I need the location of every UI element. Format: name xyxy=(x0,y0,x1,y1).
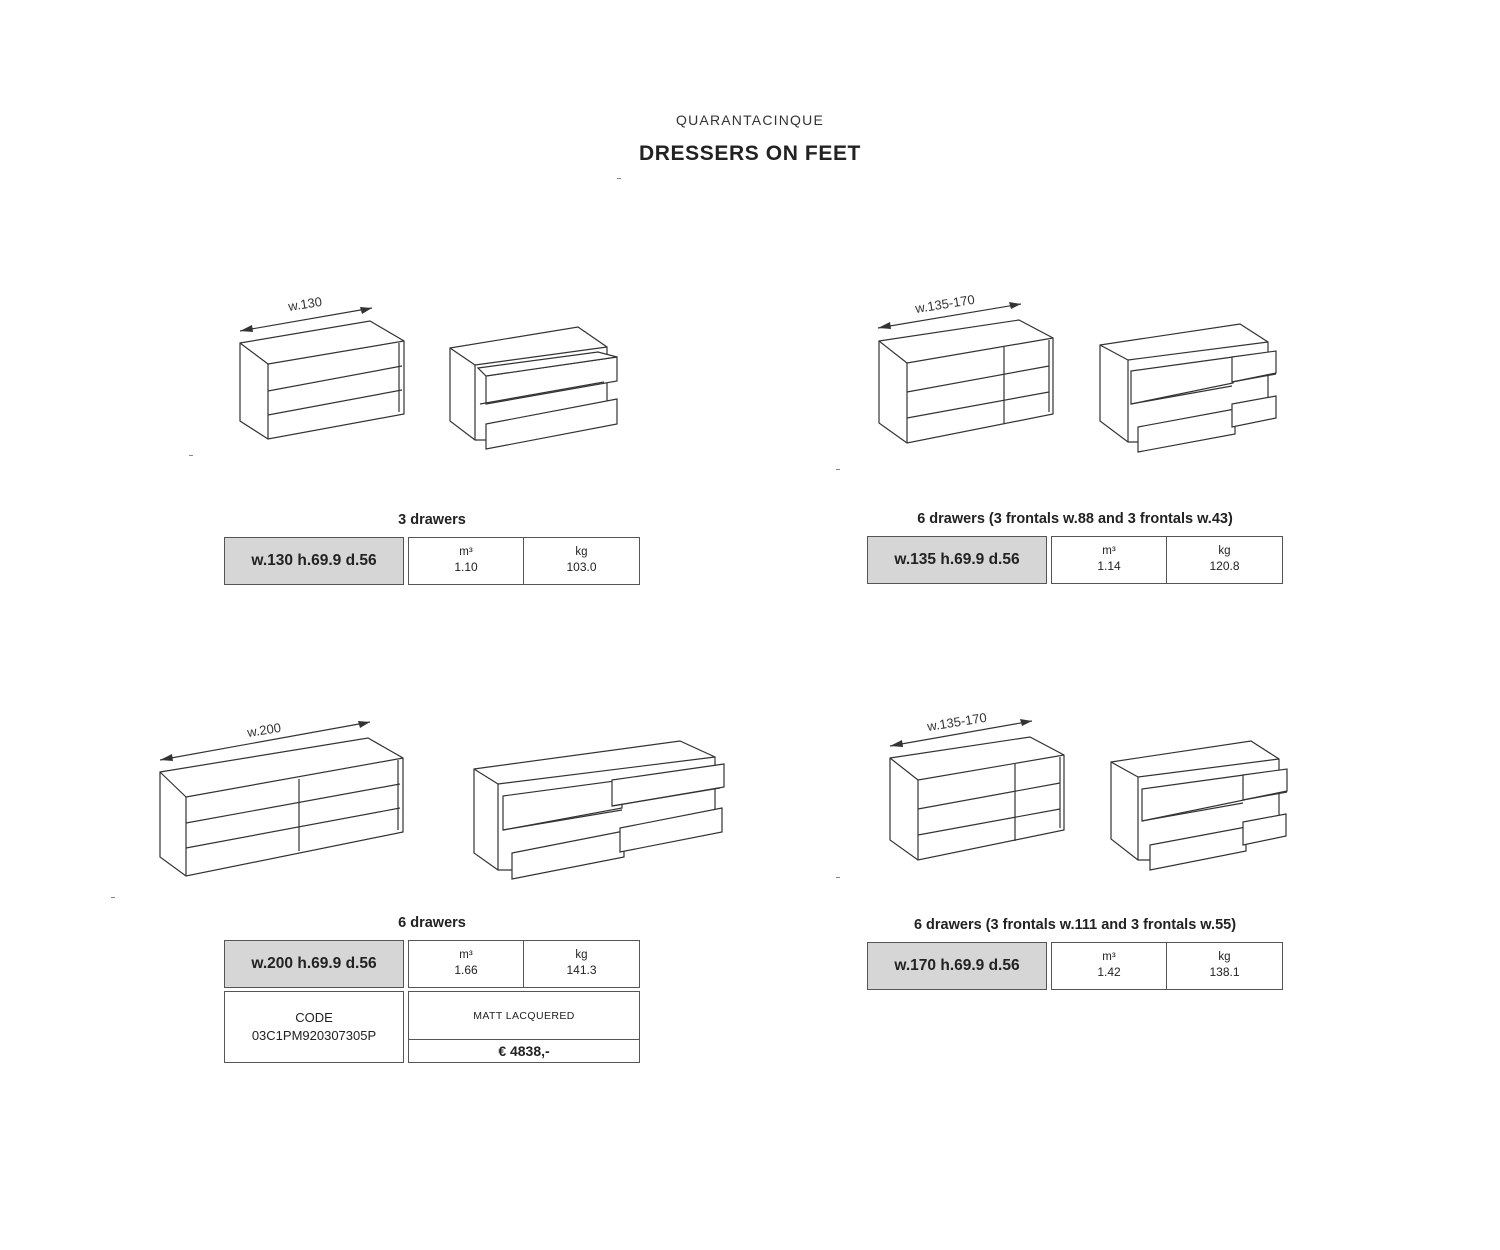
price-cell: € 4838,- xyxy=(408,1039,640,1063)
volume-unit: m³ xyxy=(459,546,473,558)
page-title: DRESSERS ON FEET xyxy=(639,142,861,165)
weight-unit: kg xyxy=(575,949,588,961)
code-value: 03C1PM920307305P xyxy=(251,1028,377,1043)
weight-unit: kg xyxy=(575,546,588,558)
dimensions-cell: w.135 h.69.9 d.56 xyxy=(867,536,1047,584)
weight-value: 103.0 xyxy=(566,560,597,574)
weight-unit: kg xyxy=(1218,545,1231,557)
volume-unit: m³ xyxy=(1102,545,1116,557)
volume-value: 1.10 xyxy=(454,560,478,574)
weight-value: 120.8 xyxy=(1209,559,1240,573)
product-caption: 6 drawers (3 frontals w.111 and 3 frontals w.55) xyxy=(913,917,1237,933)
volume-unit: m³ xyxy=(1102,951,1116,963)
code-label: CODE xyxy=(295,1010,333,1025)
volume-value: 1.14 xyxy=(1097,559,1121,573)
weight-unit: kg xyxy=(1218,951,1231,963)
dimensions-cell: w.200 h.69.9 d.56 xyxy=(224,940,404,988)
volume-cell xyxy=(1051,942,1167,990)
volume-value: 1.42 xyxy=(1097,965,1121,979)
width-label: w.135-170 xyxy=(914,291,976,316)
product-caption: 3 drawers xyxy=(398,512,466,528)
width-label: w.130 xyxy=(287,293,324,314)
finish-cell: MATT LACQUERED xyxy=(408,991,640,1040)
volume-unit: m³ xyxy=(459,949,473,961)
weight-value: 138.1 xyxy=(1209,965,1240,979)
weight-value: 141.3 xyxy=(566,963,597,977)
weight-cell xyxy=(1166,942,1283,990)
dimensions-cell: w.170 h.69.9 d.56 xyxy=(867,942,1047,990)
width-label: w.135-170 xyxy=(926,709,988,734)
dimensions-cell: w.130 h.69.9 d.56 xyxy=(224,537,404,585)
product-caption: 6 drawers xyxy=(398,915,466,931)
brand-name: QUARANTACINQUE xyxy=(676,112,824,128)
volume-value: 1.66 xyxy=(454,963,478,977)
width-label: w.200 xyxy=(246,719,283,740)
product-caption: 6 drawers (3 frontals w.88 and 3 frontals w.43) xyxy=(917,511,1233,527)
